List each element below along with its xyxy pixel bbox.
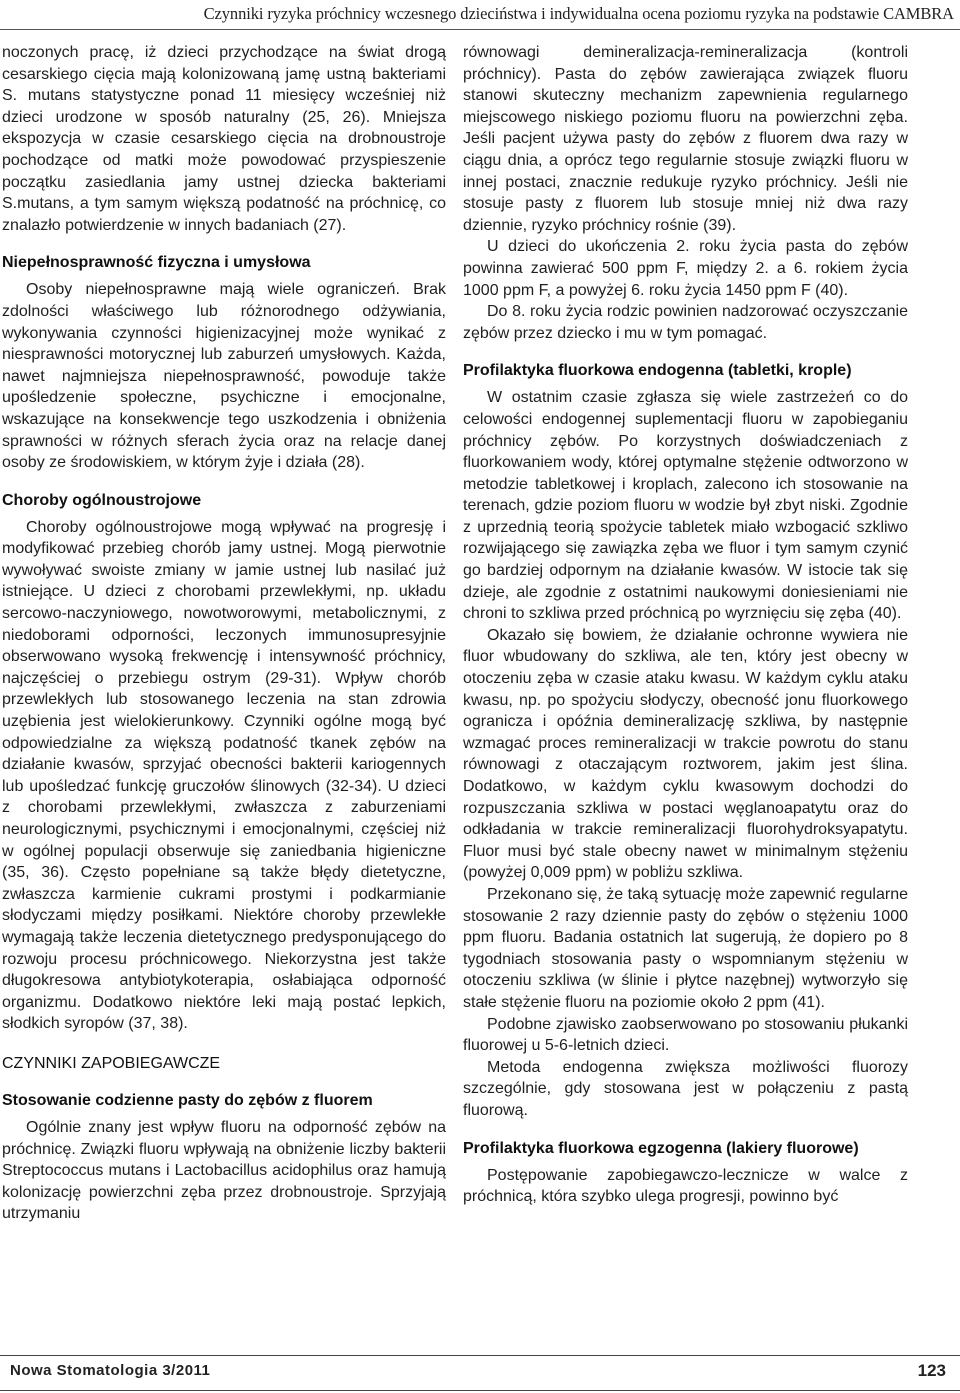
heading-preventive-factors: CZYNNIKI ZAPOBIEGAWCZE (2, 1054, 221, 1072)
left-paragraph-3: Choroby ogólnoustrojowe mogą wpływać na progresję i modyfikować przebieg chorób jamy ustnej. Mogą pierwotnie wywoływać swoiste zmiany w jamie ustnej lub nasilać już istniejące. U dzieci z chorobami przewlekłymi, np. układu sercowo-naczyniowego, nowotworowymi, metabolicznymi, z niedoborami odporności, leczonych immunosupresyjnie obserwowano wysoką frekwencję i intensywność próchnicy, najczęściej o przebiegu ostrym (29-31). Wpływ chorób przewlekłych lub stosowanego leczenia na stan zdrowia uzębienia jest wielokierunkowy. Czynniki ogólne mogą być odpowiedzialne za większą podatność tkanek zębów na działanie kwasów, sprzyjać obecności bakterii kariogennych lub upośledzać funkcję gruczołów ślinowych (32-34). U dzieci z chorobami przewlekłymi, zwłaszcza z zaburzeniami neurologicznymi, psychicznymi i emocjonalnymi, częściej niż w ogólnej populacji obserwuje się zaniedbania higieniczne (35, 36). Często popełniane są także błędy dietetyczne, zwłaszcza karmienie cukrami prostymi i podkarmianie słodyczami między posiłkami. Niektóre choroby przewlekłe wymagają także leczenia dietetycznego predysponującego do rozwoju procesu próchnicowego. Niekorzystna jest także długokresowa antybiotykoterapia, osłabiająca odporność organizmu. Dodatkowo niektóre leki mają postać lepkich, słodkich syropów (37, 38). (2, 518, 446, 1033)
heading-systemic-diseases: Choroby ogólnoustrojowe (2, 491, 202, 509)
heading-fluoride-toothpaste: Stosowanie codzienne pasty do zębów z fluorem (2, 1091, 373, 1109)
footer (0, 1355, 960, 1391)
right-paragraph-2: U dzieci do ukończenia 2. roku życia pasta do zębów powinna zawierać 500 ppm F, między 2. a 6. rokiem życia 1000 ppm F, a powyżej 6. roku życia 1450 ppm F (40). (463, 238, 908, 299)
right-paragraph-1: równowagi demineralizacja-remineralizacja (kontroli próchnicy). Pasta do zębów zawierająca związek fluoru stanowi skuteczny mechanizm zapewnienia regularnego miejscowego niskiego poziomu fluoru na powierzchni zęba. Jeśli pacjent używa pasty do zębów z fluorem dwa razy w ciągu dnia, a oprócz tego regularnie stosuje związki fluoru w innej postaci, znacznie redukuje ryzyko próchnicy. Jeśli nie stosuje pasty z fluorem lub stosuje mniej niż dwa razy dziennie, ryzyko próchnicy rośnie (39). (463, 44, 908, 234)
right-paragraph-5: Okazało się bowiem, że działanie ochronne wywiera nie fluor wbudowany do szkliwa, ale ten, który jest obecny w otoczeniu zęba w czasie ataku kwasu. W każdym cyklu ataku kwasu, np. po spożyciu słodyczy, obecność jonu fluorkowego ogranicza i opóźnia demineralizację szkliwa, by następnie wzmagać proces remineralizacji w trakcie powrotu do stanu równowagi z otaczającym roztworem, jakim jest ślina. Dodatkowo, w każdym cyklu kwasowym dochodzi do rozpuszczania szkliwa w postaci węglanoapatytu oraz do odkładania w trakcie remineralizacji fluorohydroksyapatytu. Fluor musi być stale obecny nawet w minimalnym stężeniu (powyżej 0,009 ppm) w pobliżu szkliwa. (463, 626, 908, 882)
page-number: 123 (917, 1361, 946, 1380)
left-paragraph-1: noczonych pracę, iż dzieci przychodzące na świat drogą cesarskiego cięcia mają kolonizowaną jamę ustną bakteriami S. mutans statystyczne ponad 11 miesięcy wcześniej niż dzieci urodzone w sposób naturalny (25, 26). Mniejsza ekspozycja w czasie cesarskiego cięcia na drobnoustroje pochodzące od matki może powodować przyspieszenie początku zasiedlania jamy ustnej dziecka bakteriami S.mutans, a tym samym większą podatność na próchnicę, co znalazło potwierdzenie w innych badaniach (27). (2, 44, 446, 234)
heading-endogenous-fluoride: Profilaktyka fluorkowa endogenna (tabletki, krople) (463, 362, 852, 380)
right-paragraph-6: Przekonano się, że taką sytuację może zapewnić regularne stosowanie 2 razy dziennie pasty do zębów o stężeniu 1000 ppm fluoru. Badania ostatnich lat sugerują, że dopiero po 8 tygodniach stosowania pasty o wspomnianym stężeniu w otoczeniu szkliwa (w ślinie i płytce nazębnej) wytworzyło się stałe stężenie fluoru na poziomie około 2 ppm (41). (463, 885, 908, 1011)
left-column (2, 42, 446, 1225)
right-paragraph-4: W ostatnim czasie zgłasza się wiele zastrzeżeń co do celowości endogennej suplementacji fluoru w zapobieganiu próchnicy zębów. Po korzystnych doświadczeniach z fluorkowaniem wody, której optymalne stężenie odtworzono w metodzie tabletkowej i kroplach, zalecono ich stosowanie na terenach, gdzie poziom fluoru w wodzie był zbyt niski. Zgodnie z uprzednią teorią spożycie tabletek miało wzbogacić szkliwo rozwijającego się zawiązka zęba we fluor i tym samym czynić go bardziej odpornym na działanie kwasów. W istocie tak się dzieje, ale zgodnie z ostatnimi naukowymi doniesieniami nie chroni to szkliwa przed próchnicą po wyrznięciu się zęba (40). (463, 389, 908, 623)
right-paragraph-7: Podobne zjawisko zaobserwowano po stosowaniu płukanki fluorowej u 5-6-letnich dzieci. (463, 1015, 908, 1055)
right-paragraph-3: Do 8. roku życia rodzic powinien nadzorować oczyszczanie zębów przez dziecko i mu w tym pomagać. (463, 303, 908, 342)
right-column (463, 42, 908, 1208)
left-paragraph-2: Osoby niepełnosprawne mają wiele ograniczeń. Brak zdolności właściwego lub różnorodnego odżywiania, wykonywania czynności higienizacyjnej może wynikać z niesprawności motorycznej lub zaburzeń umysłowych. Każda, nawet najmniejsza niepełnosprawność, powoduje także upośledzenie społeczne, psychiczne i emocjonalne, wskazujące na konsekwencje tego uszkodzenia i obniżenia sprawności w różnych sferach życia oraz na relacje danej osoby ze środowiskiem, w którym żyje i działa (28). (2, 281, 446, 472)
right-paragraph-8: Metoda endogenna zwiększa możliwości fluorozy szczególnie, gdy stosowana jest w połączeniu z pastą fluorową. (463, 1058, 908, 1119)
journal-name: Nowa Stomatologia 3/2011 (10, 1362, 211, 1379)
right-paragraph-9: Postępowanie zapobiegawczo-lecznicze w walce z próchnicą, która szybko ulega progresji, powinno być (463, 1166, 908, 1206)
heading-disability: Niepełnosprawność fizyczna i umysłowa (2, 254, 311, 272)
heading-exogenous-fluoride: Profilaktyka fluorkowa egzogenna (lakiery fluorowe) (463, 1139, 859, 1157)
running-head: Czynniki ryzyka próchnicy wczesnego dzieciństwa i indywidualna ocena poziomu ryzyka na podstawie CAMBRA (0, 0, 960, 30)
left-paragraph-4: Ogólnie znany jest wpływ fluoru na odporność zębów na próchnicę. Związki fluoru wpływają na obniżenie liczby bakterii Streptococcus mutans i Lactobacillus acidophilus oraz hamują kolonizację powierzchni zęba przez drobnoustroje. Sprzyjają utrzymaniu (2, 1118, 446, 1223)
